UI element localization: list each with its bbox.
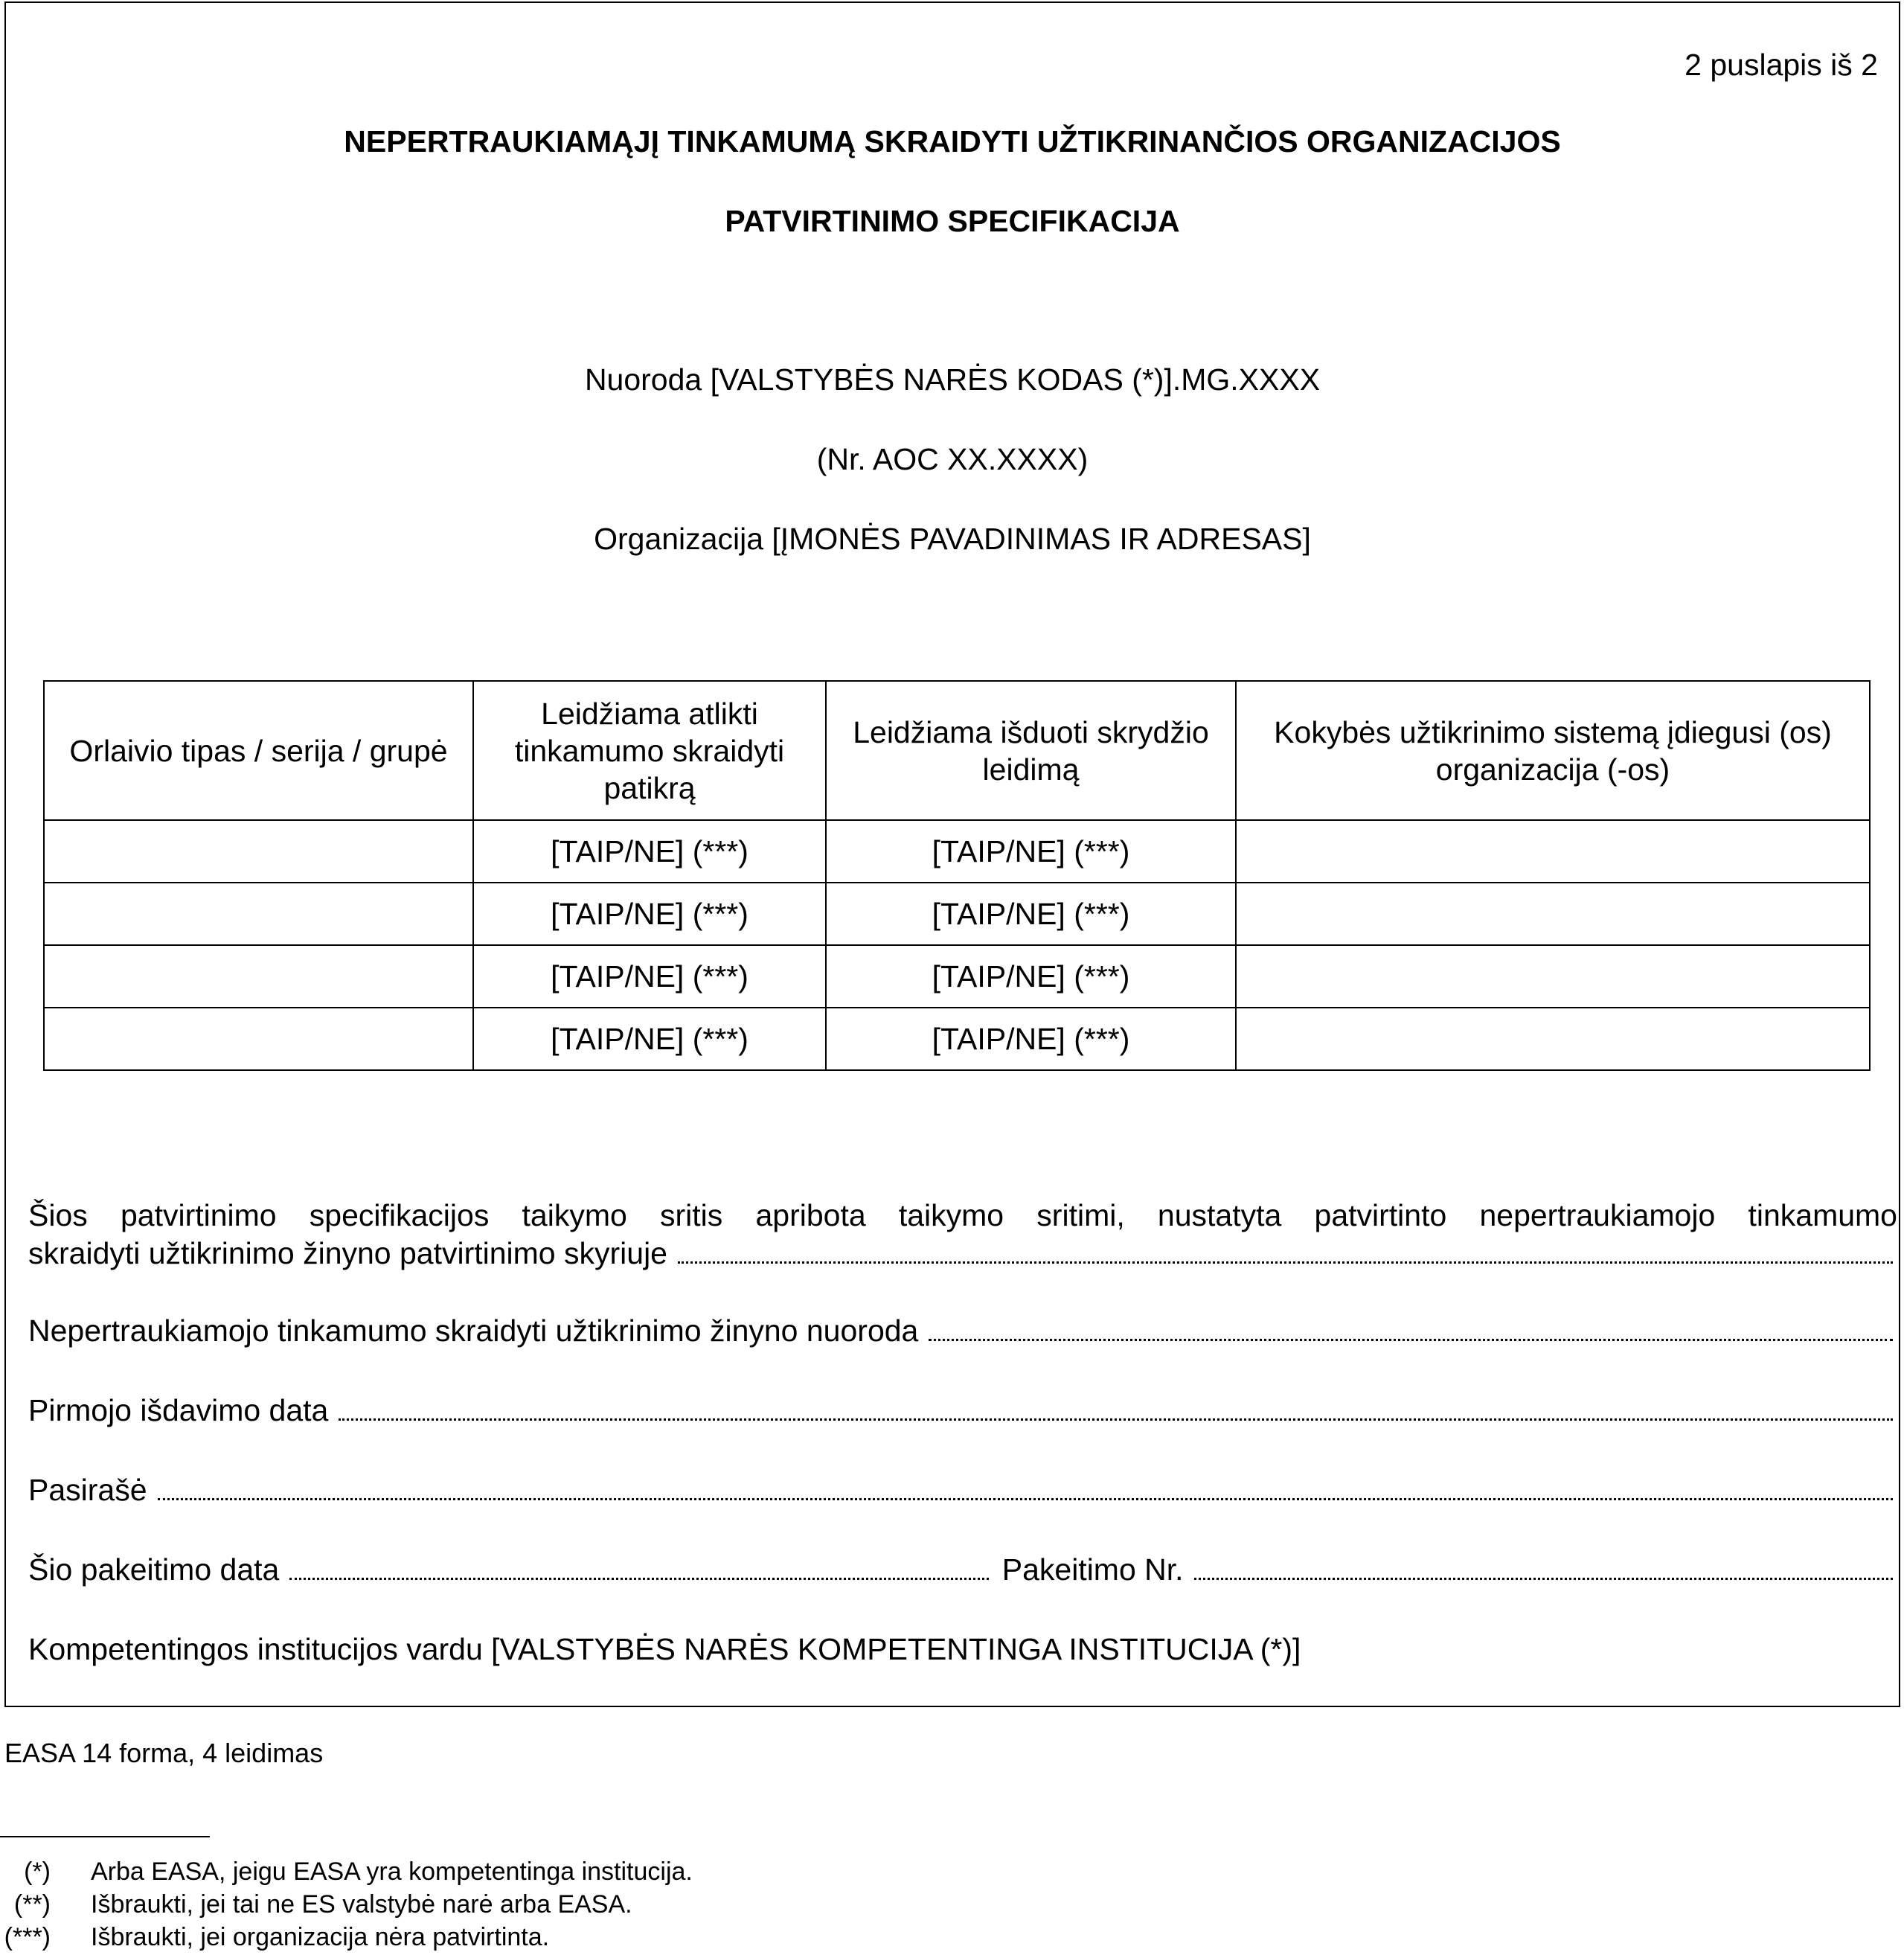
first-issue-date-label: Pirmojo išdavimo data bbox=[28, 1393, 329, 1427]
fill-in-line bbox=[289, 1578, 988, 1580]
table-cell bbox=[1236, 820, 1870, 883]
footnote-separator bbox=[0, 1836, 210, 1837]
footnote-mark: (***) bbox=[4, 1923, 51, 1951]
footnote-text: Išbraukti, jei organizacija nėra patvirtinta. bbox=[91, 1923, 550, 1951]
table-cell bbox=[1236, 945, 1870, 1008]
fill-in-line bbox=[929, 1339, 1893, 1341]
table-cell bbox=[44, 883, 473, 945]
reference-line: Nuoroda [VALSTYBĖS NARĖS KODAS (*)].MG.XXXX bbox=[584, 362, 1321, 397]
footnote bbox=[0, 1858, 893, 1887]
table-cell bbox=[44, 1008, 473, 1070]
table-cell: [TAIP/NE] (***) bbox=[473, 883, 826, 945]
table-cell: [TAIP/NE] (***) bbox=[473, 1008, 826, 1070]
table-cell: [TAIP/NE] (***) bbox=[826, 820, 1236, 883]
table-row bbox=[44, 883, 1870, 945]
form-title-line2: PATVIRTINIMO SPECIFIKACIJA bbox=[725, 204, 1180, 238]
page-number: 2 puslapis iš 2 bbox=[1685, 48, 1878, 82]
authority-label: Kompetentingos institucijos vardu [VALSTYBĖS NARĖS KOMPETENTINGA INSTITUCIJA (*)] bbox=[28, 1632, 1301, 1666]
authority-line bbox=[28, 1632, 1897, 1667]
table-cell: [TAIP/NE] (***) bbox=[473, 945, 826, 1008]
table-cell bbox=[44, 820, 473, 883]
organisation-line: Organizacija [ĮMONĖS PAVADINIMAS IR ADRESAS] bbox=[594, 522, 1311, 556]
header-airworthiness-review: Leidžiama atlikti tinkamumo skraidyti patikrą bbox=[473, 681, 826, 820]
header-aircraft-type: Orlaivio tipas / serija / grupė bbox=[44, 681, 473, 820]
table-cell: [TAIP/NE] (***) bbox=[473, 820, 826, 883]
table-header-row bbox=[44, 681, 1870, 820]
table-cell bbox=[1236, 883, 1870, 945]
revision-no-label: Pakeitimo Nr. bbox=[1001, 1552, 1184, 1587]
table-cell: [TAIP/NE] (***) bbox=[826, 883, 1236, 945]
table-cell bbox=[44, 945, 473, 1008]
footnote bbox=[0, 1890, 893, 1920]
approval-table bbox=[43, 680, 1871, 1071]
first-issue-date-field bbox=[28, 1393, 1897, 1428]
scope-text-field bbox=[28, 1236, 1897, 1271]
fill-in-line bbox=[1194, 1578, 1893, 1580]
footnote-mark: (*) bbox=[24, 1858, 51, 1886]
table-row bbox=[44, 1008, 1870, 1070]
manual-reference-label: Nepertraukiamojo tinkamumo skraidyti užtikrinimo žinyno nuoroda bbox=[28, 1314, 919, 1348]
scope-text: Šios patvirtinimo specifikacijos taikymo sritis apribota taikymo sritimi, nustatyta patvirtinto nepertraukiamojo tinkamumo bbox=[28, 1198, 1897, 1232]
form-frame bbox=[4, 1, 1900, 1707]
footnote-text: Išbraukti, jei tai ne ES valstybė narė arba EASA. bbox=[91, 1890, 632, 1919]
signed-field bbox=[28, 1473, 1897, 1508]
aoc-number-line: (Nr. AOC XX.XXXX) bbox=[816, 442, 1089, 476]
fill-in-line bbox=[158, 1498, 1893, 1500]
signed-label: Pasirašė bbox=[28, 1473, 147, 1507]
header-quality-system-org: Kokybės užtikrinimo sistemą įdiegusi (os) organizacija (-os) bbox=[1236, 681, 1870, 820]
revision-field bbox=[28, 1552, 1897, 1587]
table-row bbox=[44, 945, 1870, 1008]
table-cell: [TAIP/NE] (***) bbox=[826, 945, 1236, 1008]
form-title-line1: NEPERTRAUKIAMĄJĮ TINKAMUMĄ SKRAIDYTI UŽTIKRINANČIOS ORGANIZACIJOS bbox=[344, 124, 1561, 159]
footnote bbox=[0, 1923, 893, 1953]
footnote-mark: (**) bbox=[13, 1890, 51, 1919]
footnote-text: Arba EASA, jeigu EASA yra kompetentinga institucija. bbox=[91, 1858, 693, 1886]
header-permit-to-fly: Leidžiama išduoti skrydžio leidimą bbox=[826, 681, 1236, 820]
fill-in-line bbox=[678, 1261, 1893, 1264]
manual-reference-field bbox=[28, 1314, 1897, 1348]
table-cell: [TAIP/NE] (***) bbox=[826, 1008, 1236, 1070]
revision-date-label: Šio pakeitimo data bbox=[28, 1552, 280, 1587]
fill-in-line bbox=[339, 1418, 1893, 1421]
table-row bbox=[44, 820, 1870, 883]
scope-text-label: skraidyti užtikrinimo žinyno patvirtinimo skyriuje bbox=[28, 1236, 667, 1270]
form-identifier: EASA 14 forma, 4 leidimas bbox=[4, 1738, 324, 1768]
table-cell bbox=[1236, 1008, 1870, 1070]
